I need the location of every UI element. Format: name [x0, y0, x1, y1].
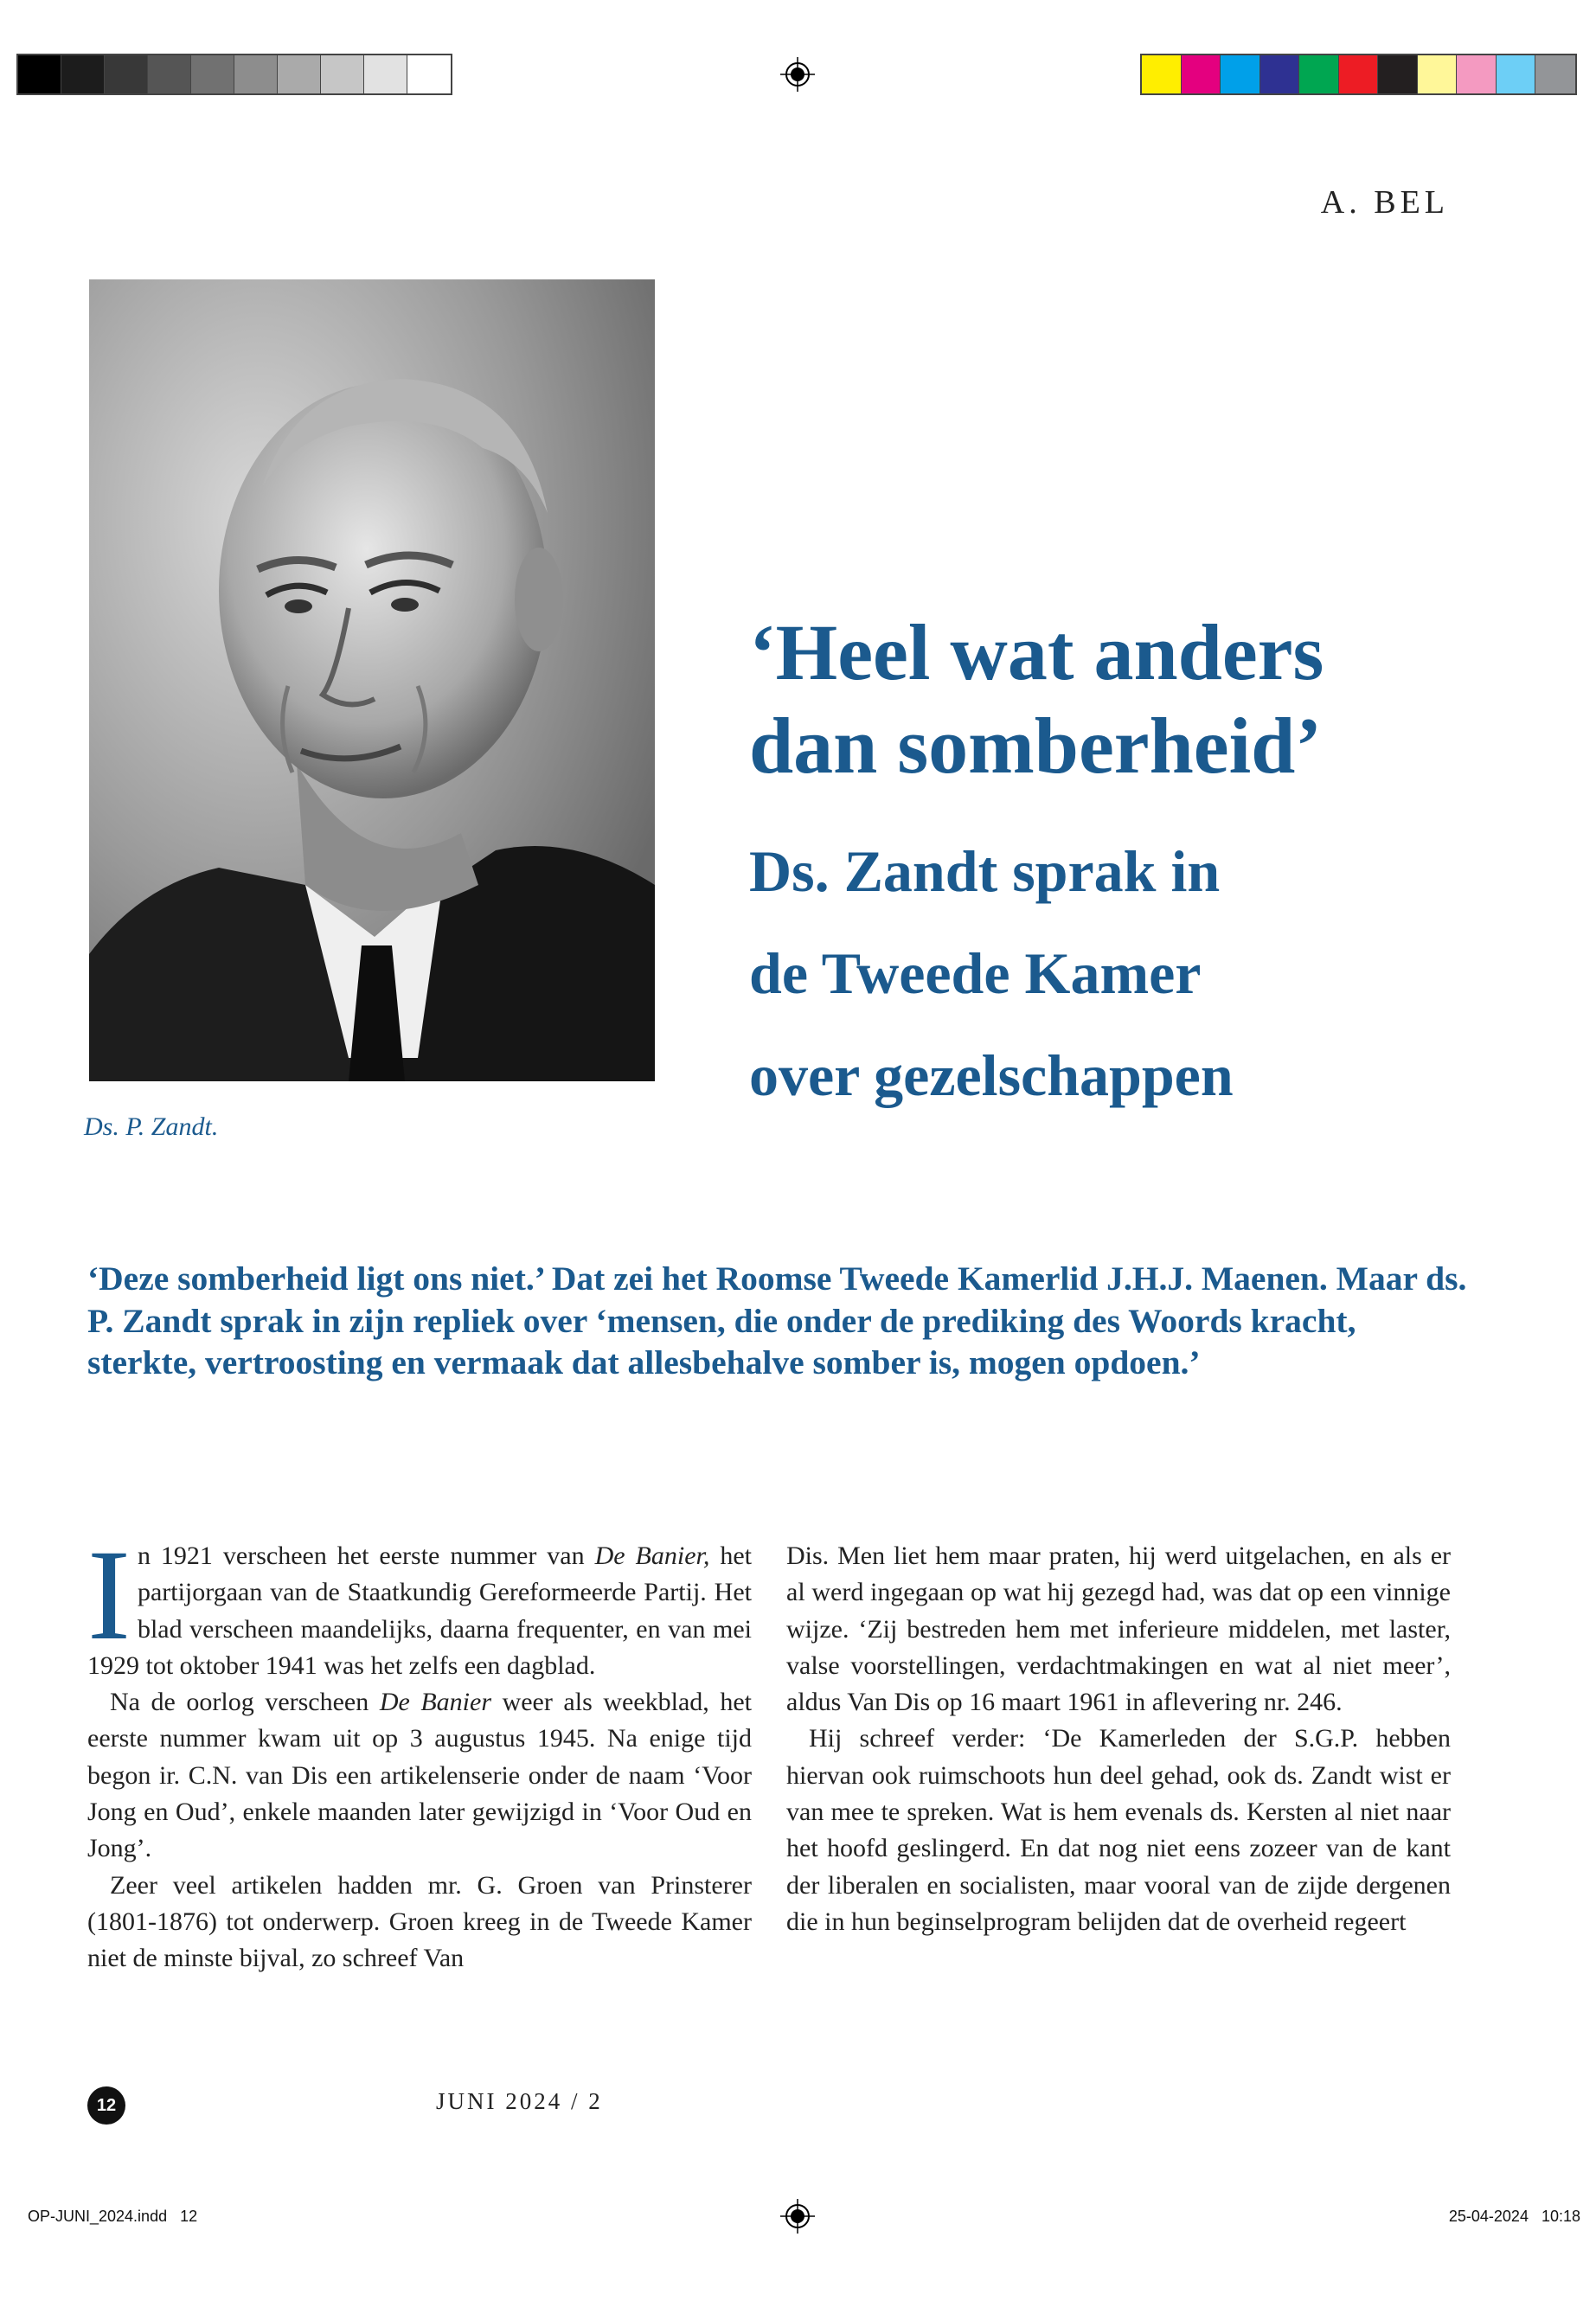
publication-name: De Banier: [379, 1688, 492, 1717]
gray-step-swatch: [61, 55, 105, 93]
color-swatch: [1457, 55, 1497, 93]
gray-step-swatch: [321, 55, 364, 93]
registration-mark-top: [780, 57, 815, 92]
title-line-2: dan somberheid’: [749, 702, 1322, 790]
body-column-left: [87, 1523, 752, 1977]
body-paragraph: Zeer veel artikelen hadden mr. G. Groen van Prinsterer (1801-1876) tot onderwerp. Groen kreeg in de Tweede Kamer niet de minste bijval, zo schreef Van: [87, 1870, 752, 1973]
subtitle-line-3: over gezelschappen: [749, 1042, 1234, 1108]
body-paragraph: [87, 1523, 752, 1684]
gray-step-swatch: [18, 55, 61, 93]
subtitle-line-2: de Tweede Kamer: [749, 940, 1202, 1006]
article-title: [749, 606, 1545, 792]
slug-timestamp: 25-04-2024 10:18: [1448, 2208, 1580, 2225]
color-swatch: [1260, 55, 1300, 93]
gray-step-swatch: [364, 55, 407, 93]
drop-cap: I: [87, 1523, 131, 1667]
lead-paragraph: ‘Deze somberheid ligt ons niet.’ Dat zei het Roomse Tweede Kamerlid J.H.J. Maenen. Maar ds. P. Zandt sprak in zijn repliek over ‘mensen, die onder de prediking des Woords kracht, sterkte, vertroosting en vermaak dat allesbehalve somber is, mogen opdoen.’: [87, 1259, 1467, 1381]
color-swatch: [1497, 55, 1536, 93]
gray-step-swatch: [407, 55, 451, 93]
article-subtitle: [749, 820, 1545, 1126]
body-paragraph: [87, 1684, 752, 1867]
color-swatch: [1378, 55, 1418, 93]
photo-caption: Ds. P. Zandt.: [84, 1112, 219, 1141]
gray-step-swatch: [191, 55, 234, 93]
gray-step-swatch: [105, 55, 148, 93]
author-name: A. BEL: [1320, 184, 1449, 221]
color-swatch: [1535, 55, 1575, 93]
color-swatch: [1221, 55, 1260, 93]
body-paragraph: Dis. Men liet hem maar praten, hij werd uitgelachen, en als er al werd ingegaan op wat hij gezegd had, was dat op een vinnige wijze. ‘Zij bestreden hem met inferieure middelen, met laster, valse voorstellingen, verdachtmakingen en wat al niet meer’, aldus Van Dis op 16 maart 1961 in aflevering nr. 246.: [786, 1541, 1451, 1717]
body-column-right: [786, 1538, 1451, 1940]
text-run: Na de oorlog verscheen: [110, 1688, 380, 1717]
grayscale-bar: [16, 54, 452, 95]
text-run: het partijorgaan van de Staatkundig Gereformeerde Partij. Het blad verscheen maandelijks, daarna frequenter, en van mei 1929 tot oktober 1941 was het zelfs een dagblad.: [87, 1541, 752, 1680]
gray-step-swatch: [148, 55, 191, 93]
gray-step-swatch: [278, 55, 321, 93]
issue-label: JUNI 2024 / 2: [436, 2088, 603, 2114]
color-swatch: [1142, 55, 1182, 93]
subtitle-line-1: Ds. Zandt sprak in: [749, 838, 1221, 904]
color-swatch: [1418, 55, 1458, 93]
body-paragraph: Hij schreef verder: ‘De Kamerleden der S.G.P. hebben hiervan ook ruimschoots hun deel gehad, ook ds. Zandt wist er van mee te spreken. Wat is hem evenals ds. Kersten al niet naar het hoofd geslingerd. En dat nog niet eens zozeer van de kant der liberalen en socialisten, maar vooral van de zijde dergenen die in hun beginselprogram belijden dat de overheid regeert: [786, 1724, 1451, 1936]
color-swatch: [1182, 55, 1221, 93]
color-swatch: [1299, 55, 1339, 93]
text-run: n 1921 verscheen het eerste nummer van: [137, 1541, 595, 1570]
portrait-photo: [89, 279, 655, 1081]
publication-name: De Banier,: [594, 1541, 710, 1570]
registration-mark-bottom: [780, 2199, 815, 2234]
page-number: 12: [87, 2086, 125, 2125]
title-line-1: ‘Heel wat anders: [749, 608, 1324, 696]
slug-filename: OP-JUNI_2024.indd 12: [28, 2208, 198, 2225]
gray-step-swatch: [234, 55, 278, 93]
color-swatch: [1339, 55, 1379, 93]
color-bar: [1140, 54, 1577, 95]
text-run: weer als weekblad, het eerste nummer kwam uit op 3 augustus 1945. Na enige tijd begon ir. C.N. van Dis een artikelenserie onder de naam ‘Voor Jong en Oud’, enkele maanden later gewijzigd in ‘Voor Oud en Jong’.: [87, 1688, 752, 1863]
